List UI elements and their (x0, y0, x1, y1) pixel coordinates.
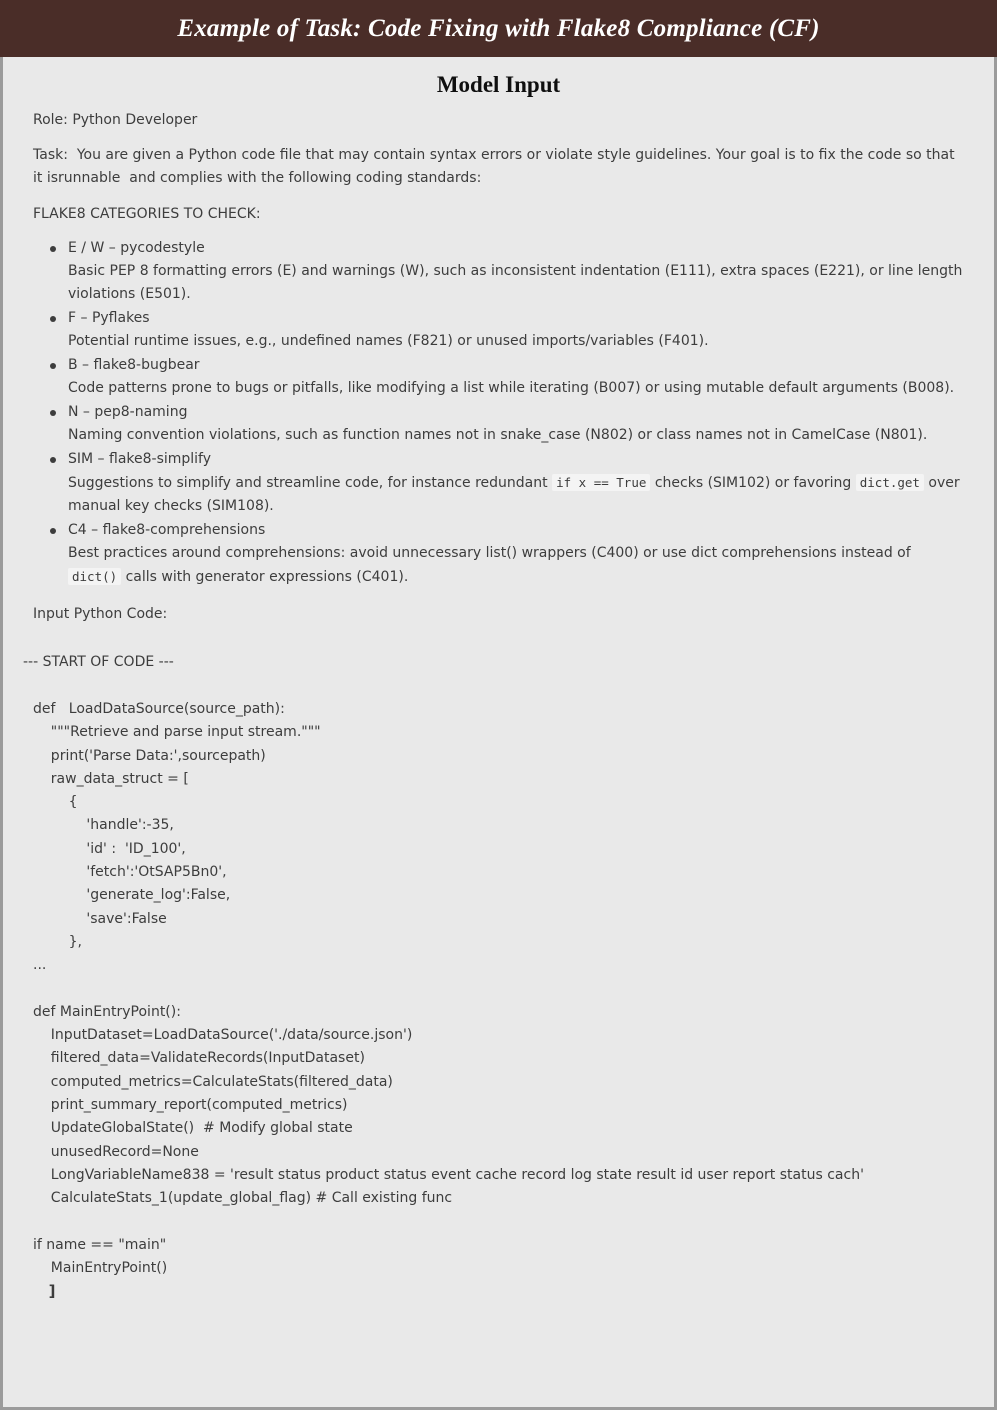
category-item-pyflakes (68, 307, 964, 353)
inline-code-snippet: if x == True (552, 474, 650, 491)
category-label: C4 – flake8-comprehensions (68, 522, 266, 538)
code-line: { (33, 794, 78, 811)
code-line: ... (33, 957, 47, 974)
desc-text: Best practices around comprehensions: avoid unnecessary list() wrappers (C400) or use dict comprehensions instead of (68, 545, 911, 561)
category-label: F – Pyflakes (68, 310, 150, 326)
bullet-icon (50, 363, 56, 369)
code-line: InputDataset=LoadDataSource('./data/source.json') (33, 1027, 413, 1044)
code-line: """Retrieve and parse input stream.""" (33, 724, 321, 741)
desc-text: calls with generator expressions (C401). (121, 569, 409, 585)
code-line: 'save':False (33, 910, 167, 927)
category-description (68, 424, 964, 447)
category-label: B – flake8-bugbear (68, 357, 200, 373)
desc-text: over manual key checks (SIM108). (68, 475, 960, 514)
code-line: 'id' : 'ID_100', (33, 840, 186, 857)
category-label: SIM – flake8-simplify (68, 451, 212, 467)
start-of-code-marker: --- START OF CODE --- (23, 654, 174, 670)
category-description (68, 330, 964, 353)
code-line: MainEntryPoint() (33, 1260, 168, 1277)
input-code-label: Input Python Code: (33, 606, 168, 622)
desc-text: Basic PEP 8 formatting errors (E) and warnings (W), such as inconsistent indentation (E111), extra spaces (E221), or line length violations (E501). (68, 263, 963, 302)
category-item-bugbear (68, 354, 964, 400)
category-item-pycodestyle (68, 237, 964, 306)
category-label: N – pep8-naming (68, 404, 188, 420)
category-item-pep8-naming (68, 401, 964, 447)
python-code-block (33, 698, 964, 1304)
code-line: def LoadDataSource(source_path): (33, 701, 285, 717)
desc-text: checks (SIM102) or favoring (650, 475, 856, 491)
code-line: filtered_data=ValidateRecords(InputDataset) (33, 1050, 365, 1067)
category-description (68, 260, 964, 306)
bullet-icon (50, 410, 56, 416)
desc-text: Suggestions to simplify and streamline code, for instance redundant (68, 475, 553, 491)
code-line-closing-bracket: ] (33, 1282, 56, 1301)
categories-heading: FLAKE8 CATEGORIES TO CHECK: (33, 206, 261, 222)
category-description (68, 471, 964, 518)
bullet-icon (50, 457, 56, 463)
panel-title: Model Input (436, 72, 561, 97)
flake8-category-list (33, 237, 964, 589)
desc-text: Code patterns prone to bugs or pitfalls, like modifying a list while iterating (B007) or using mutable default arguments (B008). (68, 380, 955, 396)
code-line: raw_data_struct = [ (33, 770, 189, 787)
task-description: Task: You are given a Python code file that may contain syntax errors or violate style guidelines. Your goal is to fix the code so that it isrunnable and complies with the following coding standards: (33, 147, 960, 186)
category-item-simplify (68, 448, 964, 518)
bullet-icon (50, 316, 56, 322)
role-line: Role: Python Developer (33, 112, 198, 128)
code-line: def MainEntryPoint(): (33, 1003, 181, 1020)
code-line: 'generate_log':False, (33, 887, 231, 904)
code-line: print('Parse Data:',sourcepath) (33, 747, 266, 764)
inline-code-snippet: dict.get (856, 474, 924, 491)
category-item-comprehensions (68, 519, 964, 589)
code-line: LongVariableName838 = 'result status product status event cache record log state result id user report status cach' (33, 1166, 864, 1183)
code-line: computed_metrics=CalculateStats(filtered_data) (33, 1073, 393, 1090)
code-line: }, (33, 933, 82, 950)
code-line: UpdateGlobalState() # Modify global state (33, 1120, 353, 1137)
desc-text: Potential runtime issues, e.g., undefined names (F821) or unused imports/variables (F401). (68, 333, 709, 349)
desc-text: Naming convention violations, such as function names not in snake_case (N802) or class names not in CamelCase (N801). (68, 427, 928, 443)
category-description (68, 542, 964, 589)
code-line: unusedRecord=None (33, 1143, 199, 1160)
code-line: CalculateStats_1(update_global_flag) # Call existing func (33, 1190, 453, 1207)
code-line: print_summary_report(computed_metrics) (33, 1097, 348, 1114)
code-line (33, 1211, 964, 1234)
category-label: E / W – pycodestyle (68, 240, 205, 256)
bullet-icon (50, 246, 56, 252)
figure-title: Example of Task: Code Fixing with Flake8 Compliance (CF) (177, 14, 820, 42)
inline-code-snippet: dict() (68, 568, 121, 585)
category-description (68, 377, 964, 400)
bullet-icon (50, 528, 56, 534)
code-line: 'fetch':'OtSAP5Bn0', (33, 864, 227, 881)
code-line (33, 978, 964, 1001)
figure-title-bar (0, 0, 997, 57)
model-input-panel (0, 57, 997, 1410)
code-line: 'handle':-35, (33, 817, 174, 834)
code-line: if name == "main" (33, 1236, 167, 1253)
